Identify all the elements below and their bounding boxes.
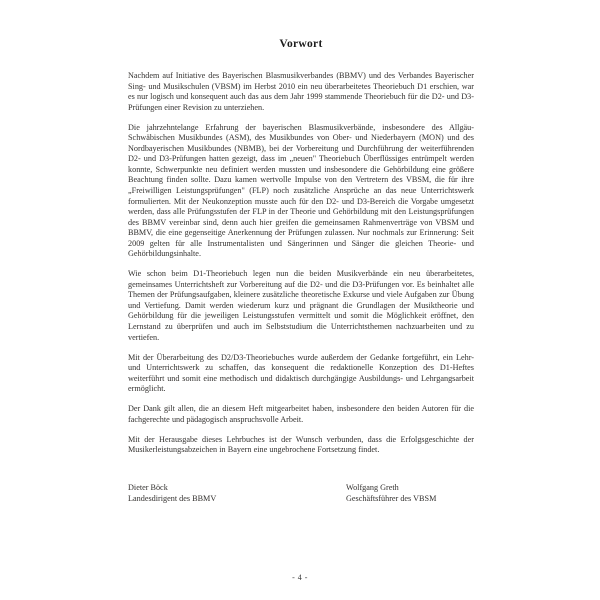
paragraph-1: Nachdem auf Initiative des Bayerischen Blasmusikverbandes (BBMV) und des Verbandes Bayerischer Sing- und Musikschulen (VBSM) im Herbst 2010 ein neu überarbeitetes Theoriebuch D1 erschien, war es nur logisch und konsequent auch das aus dem Jahr 1999 stammende Theoriebuch für die D2- und D3-Prüfungen einer Revision zu unterziehen. xyxy=(128,71,474,112)
paragraph-4: Mit der Überarbeitung des D2/D3-Theoriebuches wurde außerdem der Gedanke fortgeführt, ein Lehr- und Unterrichtswerk zu schaffen, das konsequent die redaktionelle Konzeption des D1-Heftes weiterführt und somit eine methodisch und didaktisch durchgängige Ausbildungs- und Lehrgangsarbeit ermöglicht. xyxy=(128,352,474,394)
paragraph-2: Die jahrzehntelange Erfahrung der bayerischen Blasmusikverbände, insbesondere des Allgäu-Schwäbischen Musikbundes (ASM), des Musikbundes von Ober- und Niederbayern (MON) und des Nordbayerischen Musikbundes (NBMB), bei der Vorbereitung und Durchführung der weiterführenden D2- und D3-Prüfungen hatten gezeigt, dass im „neuen" Theoriebuch Überflüssiges entrümpelt werden konnte, Schwerpunkte neu definiert werden mussten und insbesondere die Gehörbildung eine größere Beachtung finden sollte. Dazu kamen wertvolle Impulse von den Vertretern des VBSM, die für ihre „Freiwilligen Leistungsprüfungen" (FLP) noch zusätzliche Ansprüche an das neue Unterrichtswerk formulierten. Mit der Neukonzeption musste auch für den D2- und D3-Bereich die Vorgabe umgesetzt werden, dass alle Prüfungsstufen der FLP in der Theorie und Gehörbildung mit den Leistungsprüfungen des BBMV vereinbar sind, denn auch hier greifen die gemeinsamen Rahmenverträge von VBSM und BBMV, die eine gegenseitige Anerkennung der Prüfungen zulassen. Nur nochmals zur Erinnerung: Seit 2009 gelten für alle Instrumentalisten und Sängerinnen und Sänger die gleichen Theorie- und Gehörbildungsinhalte. xyxy=(128,122,474,259)
page-number-footer: - 4 - xyxy=(292,573,308,582)
paragraph-3: Wie schon beim D1-Theoriebuch legen nun die beiden Musikverbände ein neu überarbeitetes, gemeinsames Unterrichtsheft zur Vorbereitung auf die D2- und die D3-Prüfungen vor. Es beinhaltet alle Themen der Prüfungsaufgaben, kleinere zusätzliche theoretische Exkurse und viele Aufgaben zur Übung und Vertiefung. Damit werden wiederum kurz und prägnant die Grundlagen der Musiktheorie und Gehörbildung für die jeweiligen Leistungsstufen vermittelt und somit die Möglichkeit eröffnet, den Lernstand zu überprüfen und auch im Selbststudium die Unterrichtsthemen nachzuarbeiten und zu vertiefen. xyxy=(128,269,474,342)
paragraph-6: Mit der Herausgabe dieses Lehrbuches ist der Wunsch verbunden, dass die Erfolgsgeschichte der Musikerleistungsabzeichen in Bayern eine ungebrochene Fortsetzung findet. xyxy=(128,434,474,455)
signature-name: Wolfgang Greth xyxy=(346,483,399,492)
paragraph-5: Der Dank gilt allen, die an diesem Heft mitgearbeitet haben, insbesondere den beiden Autoren für die fachgerechte und pädagogisch anspruchsvolle Arbeit. xyxy=(128,404,474,424)
page-content xyxy=(128,0,474,504)
signature-role: Landesdirigent des BBMV xyxy=(128,493,217,503)
signature-left xyxy=(128,483,301,504)
signature-role: Geschäftsführer des VBSM xyxy=(346,493,437,503)
signature-right xyxy=(301,483,474,504)
signature-name: Dieter Böck xyxy=(128,483,168,492)
page-title: Vorwort xyxy=(279,38,323,50)
body-text xyxy=(128,71,474,456)
signature-block xyxy=(128,483,474,504)
